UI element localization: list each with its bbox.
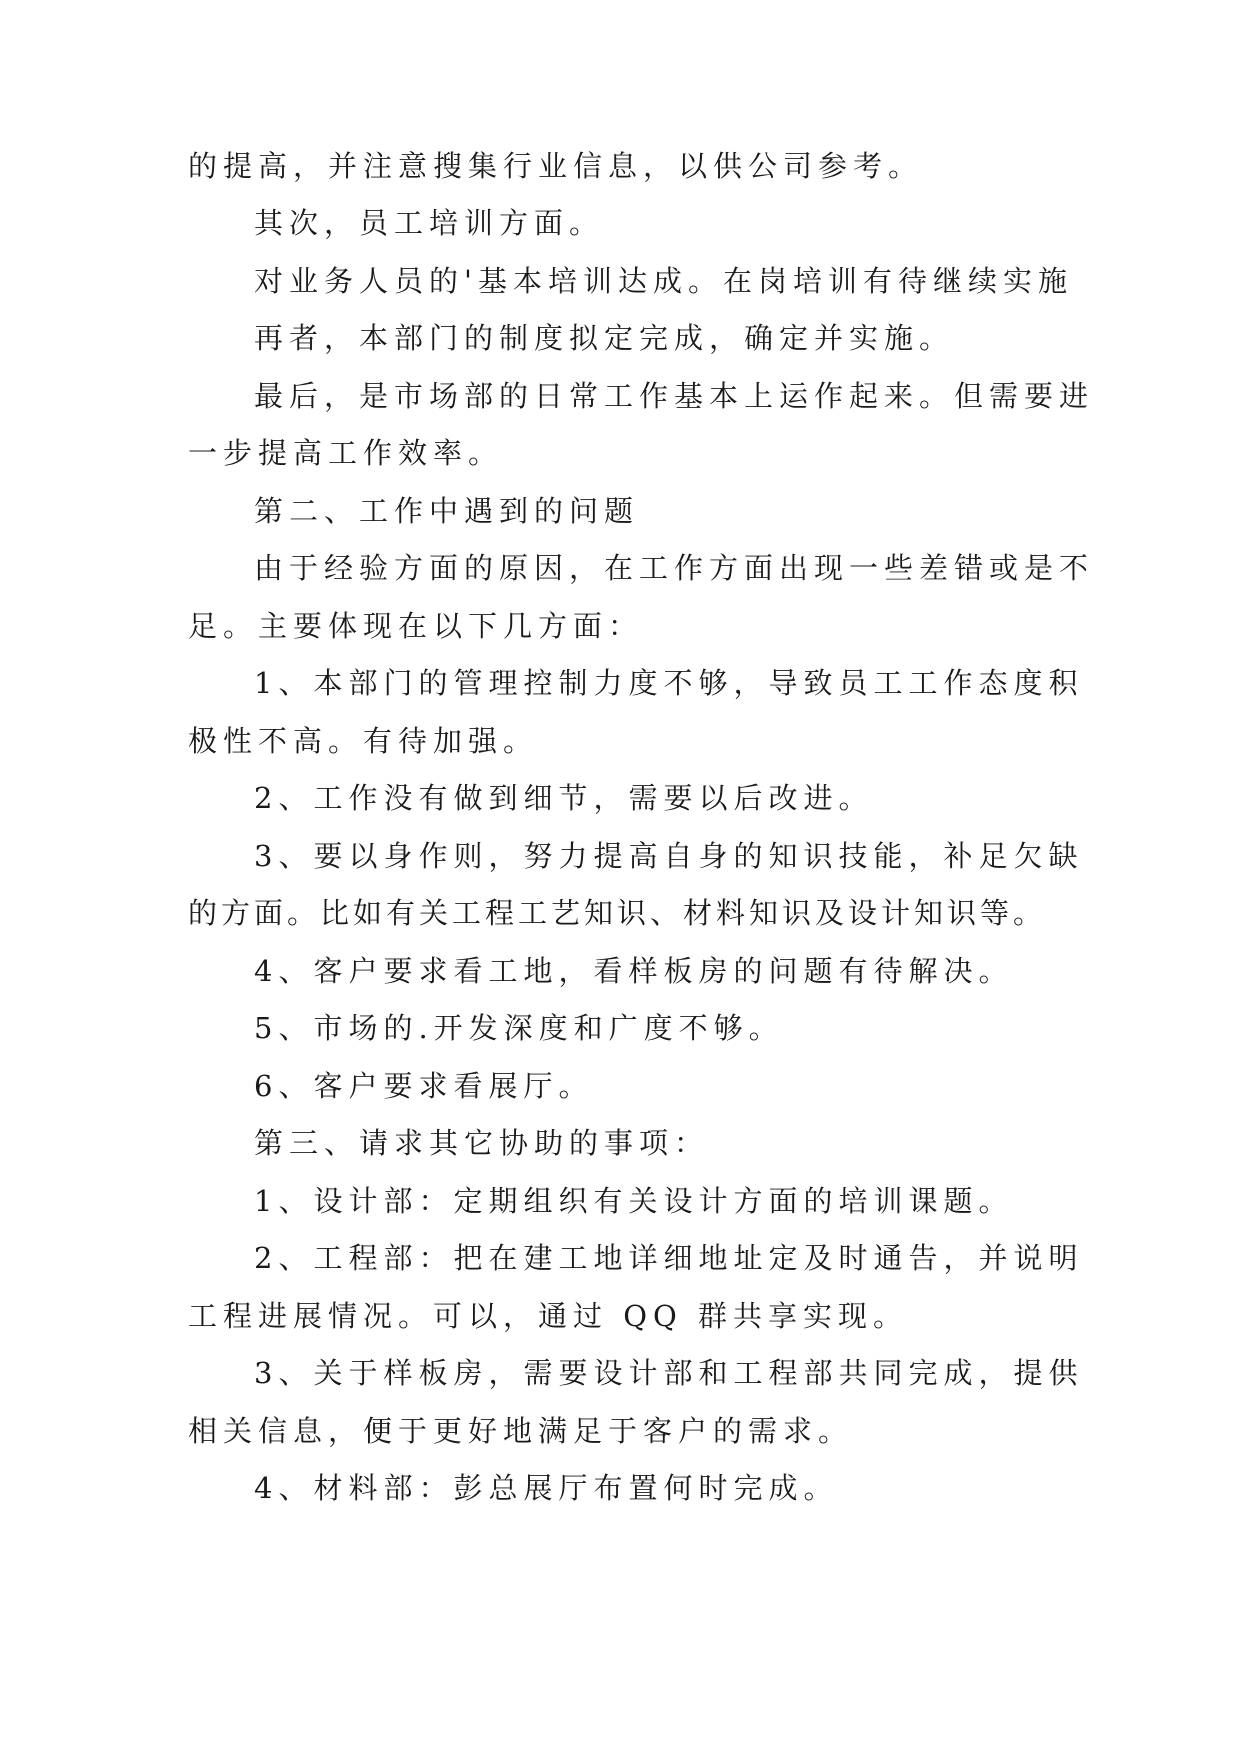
list-item: 6、客户要求看展厅。 [254, 1069, 594, 1103]
text-line: 最后，是市场部的日常工作基本上运作起来。但需要进 [254, 379, 1095, 413]
list-item: 2、工作没有做到细节，需要以后改进。 [254, 781, 874, 815]
list-item: 4、材料部：彭总展厅布置何时完成。 [254, 1471, 839, 1505]
list-item: 3、要以身作则，努力提高自身的知识技能，补足欠缺 [254, 839, 1084, 873]
text-line: 足。主要体现在以下几方面： [188, 609, 644, 643]
text-line: 对业务人员的'基本培训达成。在岗培训有待继续实施 [254, 264, 1073, 298]
text-line: 相关信息，便于更好地满足于客户的需求。 [188, 1414, 854, 1448]
text-line: 其次，员工培训方面。 [254, 206, 605, 240]
section-heading: 第三、请求其它协助的事项： [254, 1126, 710, 1160]
list-item: 2、工程部：把在建工地详细地址定及时通告，并说明 [254, 1241, 1084, 1275]
text-line: 工程进展情况。可以，通过 QQ 群共享实现。 [188, 1299, 908, 1333]
text-line: 的提高，并注意搜集行业信息，以供公司参考。 [188, 149, 924, 183]
section-heading: 第二、工作中遇到的问题 [254, 494, 640, 528]
list-item: 1、本部门的管理控制力度不够，导致员工工作态度积 [254, 666, 1084, 700]
list-item: 3、关于样板房，需要设计部和工程部共同完成，提供 [254, 1356, 1084, 1390]
text-line: 再者，本部门的制度拟定完成，确定并实施。 [254, 321, 955, 355]
text-line: 的方面。比如有关工程工艺知识、材料知识及设计知识等。 [188, 896, 1047, 930]
list-item: 1、设计部：定期组织有关设计方面的培训课题。 [254, 1184, 1014, 1218]
text-line: 由于经验方面的原因，在工作方面出现一些差错或是不 [254, 551, 1095, 585]
list-item: 4、客户要求看工地，看样板房的问题有待解决。 [254, 954, 1014, 988]
text-line: 极性不高。有待加强。 [188, 724, 539, 758]
list-item: 5、市场的.开发深度和广度不够。 [254, 1011, 784, 1045]
text-line: 一步提高工作效率。 [188, 436, 504, 470]
